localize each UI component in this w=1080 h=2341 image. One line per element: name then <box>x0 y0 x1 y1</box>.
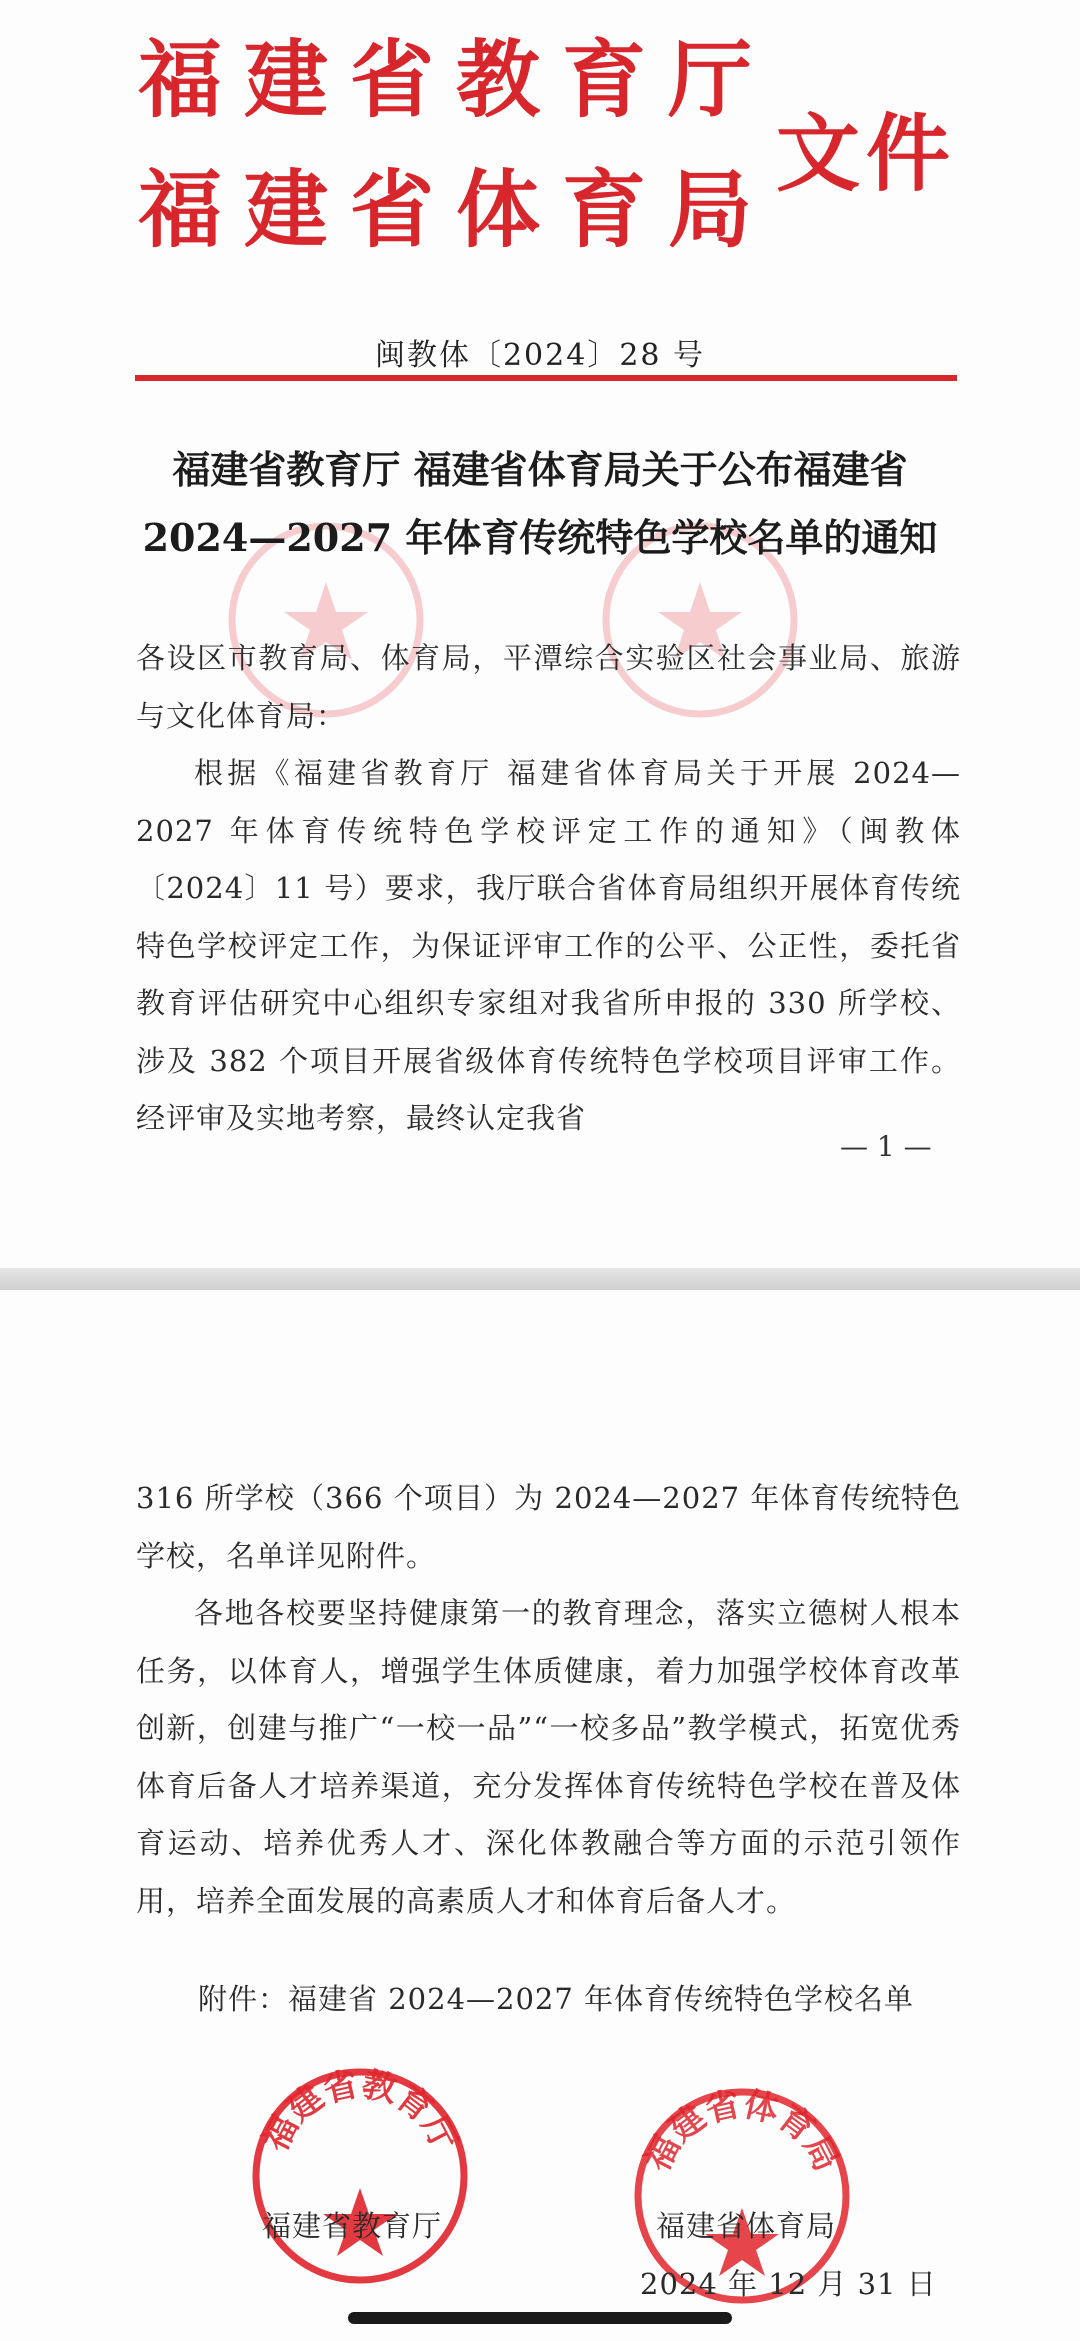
document-label: 文件 <box>776 104 957 203</box>
svg-text:福建省教育厅 <box>255 2064 464 2157</box>
page-separator <box>0 1268 1080 1290</box>
notice-title-line-1: 福建省教育厅 福建省体育局关于公布福建省 <box>172 447 908 492</box>
education-dept-seal <box>248 2064 472 2288</box>
document-number: 闽教体〔2024〕28 号 <box>374 338 706 373</box>
home-indicator[interactable] <box>348 2312 732 2324</box>
body-paragraph-3: 各地各校要坚持健康第一的教育理念，落实立德树人根本任务，以体育人，增强学生体质健康，着力加强学校体育改革创新，创建与推广“一校一品”“一校多品”教学模式，拓宽优秀体育后备人才培养渠道，充分发挥体育传统特色学校在普及体育运动、培养优秀人才、深化体教融合等方面的示范引领作用，培养全面发展的高素质人才和体育后备人才。 <box>136 1596 961 1918</box>
issuer-sports-bureau: 福建省体育局 <box>656 2209 837 2243</box>
svg-text:福建省体育局 <box>637 2084 846 2177</box>
issuing-org-1: 福建省教育厅 <box>138 30 775 129</box>
seal-1-text: 福建省教育厅 <box>255 2064 465 2158</box>
body-paragraph-2: 316 所学校（366 个项目）为 2024—2027 年体育传统特色学校，名单详见附件。 <box>136 1481 961 1573</box>
notice-title-line-2: 2024—2027 年体育传统特色学校名单的通知 <box>142 515 938 560</box>
page1-body <box>136 630 961 1148</box>
issuing-org-2: 福建省体育局 <box>138 160 775 259</box>
page-number: — 1 — <box>840 1130 932 1163</box>
header-divider <box>135 375 957 381</box>
page2-body <box>136 1470 961 1930</box>
seal-2-text: 福建省体育局 <box>637 2084 847 2178</box>
addressee: 各设区市教育局、体育局，平潭综合实验区社会事业局、旅游与文化体育局： <box>136 641 961 733</box>
attachment-note: 附件：福建省 2024—2027 年体育传统特色学校名单 <box>198 1982 915 2016</box>
issuer-education-dept: 福建省教育厅 <box>262 2209 443 2243</box>
body-paragraph-1: 根据《福建省教育厅 福建省体育局关于开展 2024—2027 年体育传统特色学校评定工作的通知》（闽教体〔2024〕11 号）要求，我厅联合省体育局组织开展体育传统特色学校评定工作，为保证评审工作的公平、公正性，委托省教育评估研究中心组织专家组对我省所申报的 330 所学校、涉及 382 个项目开展省级体育传统特色学校项目评审工作。经评审及实地考察，最终认定我省 <box>136 756 961 1135</box>
issue-date: 2024 年 12 月 31 日 <box>640 2267 937 2301</box>
